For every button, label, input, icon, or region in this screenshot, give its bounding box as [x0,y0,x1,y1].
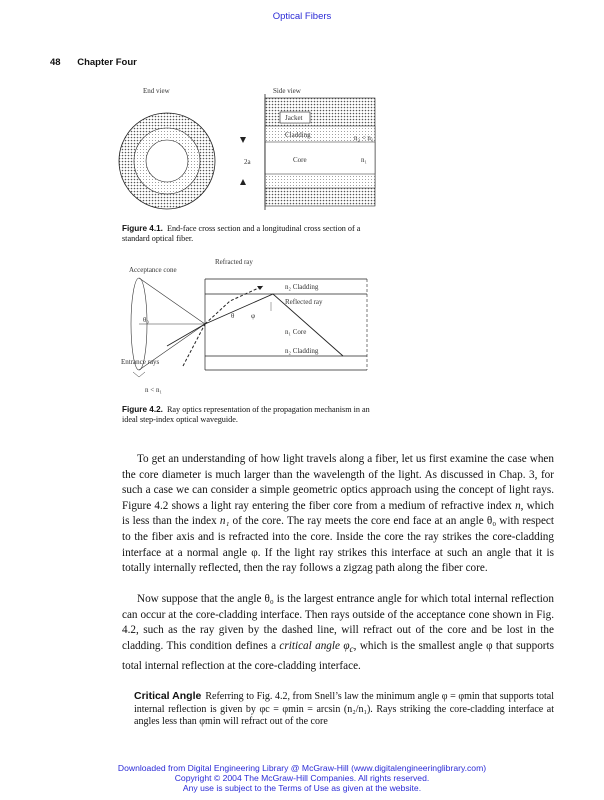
core-label: n₁ Core [285,328,307,336]
figure-4-1-caption [122,224,384,244]
refracted-ray-arrow-icon [257,286,263,290]
figure-4-2-caption [122,405,384,425]
figure-4-1-caption-text: End-face cross section and a longitudinal cross section of a standard optical fiber. [122,224,361,243]
page-number: 48 [50,57,61,68]
paragraph-1-text-c: of the core. The ray meets the core end face at an angle θ₀ with respect to the fiber axis and is refracted into the core. Inside the core the ray strikes the core-cladding interface at a normal angle φ. If the light ray strikes this interface at such an angle that it is totally internally reflected, then the ray follows a zigzag path along the fiber core. [122,515,555,575]
critical-angle-term [279,639,354,656]
core-label: Core [293,156,307,164]
paragraph-1 [122,452,554,577]
page-header [50,57,137,68]
paragraph-2 [122,592,554,674]
footer-copyright: Copyright © 2004 The McGraw-Hill Companies. All rights reserved. [174,773,430,783]
bottom-cladding-label: n₂ Cladding [285,347,319,355]
phi-label: φ [251,312,256,320]
cladding-label: Cladding [285,131,311,139]
paragraph-2-text-b: , which is the smallest angle φ that supports total internal reflection at the core-cladding interface. [122,639,554,672]
chapter-title: Chapter Four [77,57,137,68]
side-view-core [265,142,375,174]
critical-angle-heading: Critical Angle [134,690,202,702]
acceptance-cone-label: Acceptance cone [129,266,177,274]
arrow-up-icon [240,179,246,185]
footer-download-link[interactable]: Downloaded from Digital Engineering Library @ McGraw-Hill (www.digitalengineeringlibrary.com) [117,763,487,773]
critical-angle-subscript: c [349,645,354,656]
n2-lt-n1-label: n₂ < n₁ [354,134,374,142]
side-view-label: Side view [273,87,301,95]
n1-label: n₁ [361,156,367,164]
paragraph-2-text-a: Now suppose that the angle θ₀ is the largest entrance angle for which total internal reflection can occur at the core-cladding interface. Then rays outside of the acceptance cone shown in Fig. 4.2, such as the ray given by the dashed line, will refract out of the core and be lost in the cladding. This condition defines a [122,593,554,652]
theta-label: θ [231,312,235,320]
acceptance-cone-upper-edge [139,278,205,324]
figure-4-2-caption-text: Ray optics representation of the propagation mechanism in an ideal step-index optical waveguide. [122,405,370,424]
refractive-index-n: n [515,499,521,512]
end-view-label: End view [143,87,170,95]
figure-4-2-caption-label: Figure 4.2. [122,405,163,414]
arrow-down-icon [240,137,246,143]
theta0-label: θ₀ [143,316,149,324]
refracted-ray-label: Refracted ray [215,258,253,266]
footer-terms: Any use is subject to the Terms of Use as given at the website. [182,783,422,793]
n-lt-n1-label: n < n₁ [145,386,162,394]
paragraph-1-text-a: To get an understanding of how light travels along a fiber, let us first examine the case when the core diameter is much larger than the wavelength of the light. As discussed in Chap. 3, for such a case we can consider a simple geometric optics approach using the concept of light rays. Figure 4.2 shows a light ray entering the fiber core from a medium of refractive index [122,453,554,512]
jacket-label: Jacket [285,114,303,122]
critical-angle-paragraph [134,690,554,729]
paragraph-1-text-b: , which is less than the index [122,499,554,528]
refractive-index-n1: n₁ [219,515,230,528]
critical-angle-text: Referring to Fig. 4.2, from Snell’s law the minimum angle φ = φmin that supports total internal reflection is given by φc = φmin = arcsin (n₂/n₁). Rays striking the core-cladding interface at angles less than φmin will refract out of the core [134,691,554,728]
end-view-core [146,140,188,182]
figure-4-1-diagram [115,82,385,212]
reflected-ray-label: Reflected ray [285,298,323,306]
figure-4-2-diagram [115,256,385,398]
running-head: Optical Fibers [272,11,332,22]
footer [0,763,604,793]
figure-4-1-caption-label: Figure 4.1. [122,224,163,233]
chevron-down-icon [133,372,145,377]
critical-angle-term-text: critical angle φ [279,639,350,652]
entrance-rays-label: Entrance rays [121,358,160,366]
two-a-label: 2a [244,158,251,166]
top-cladding-label: n₂ Cladding [285,283,319,291]
